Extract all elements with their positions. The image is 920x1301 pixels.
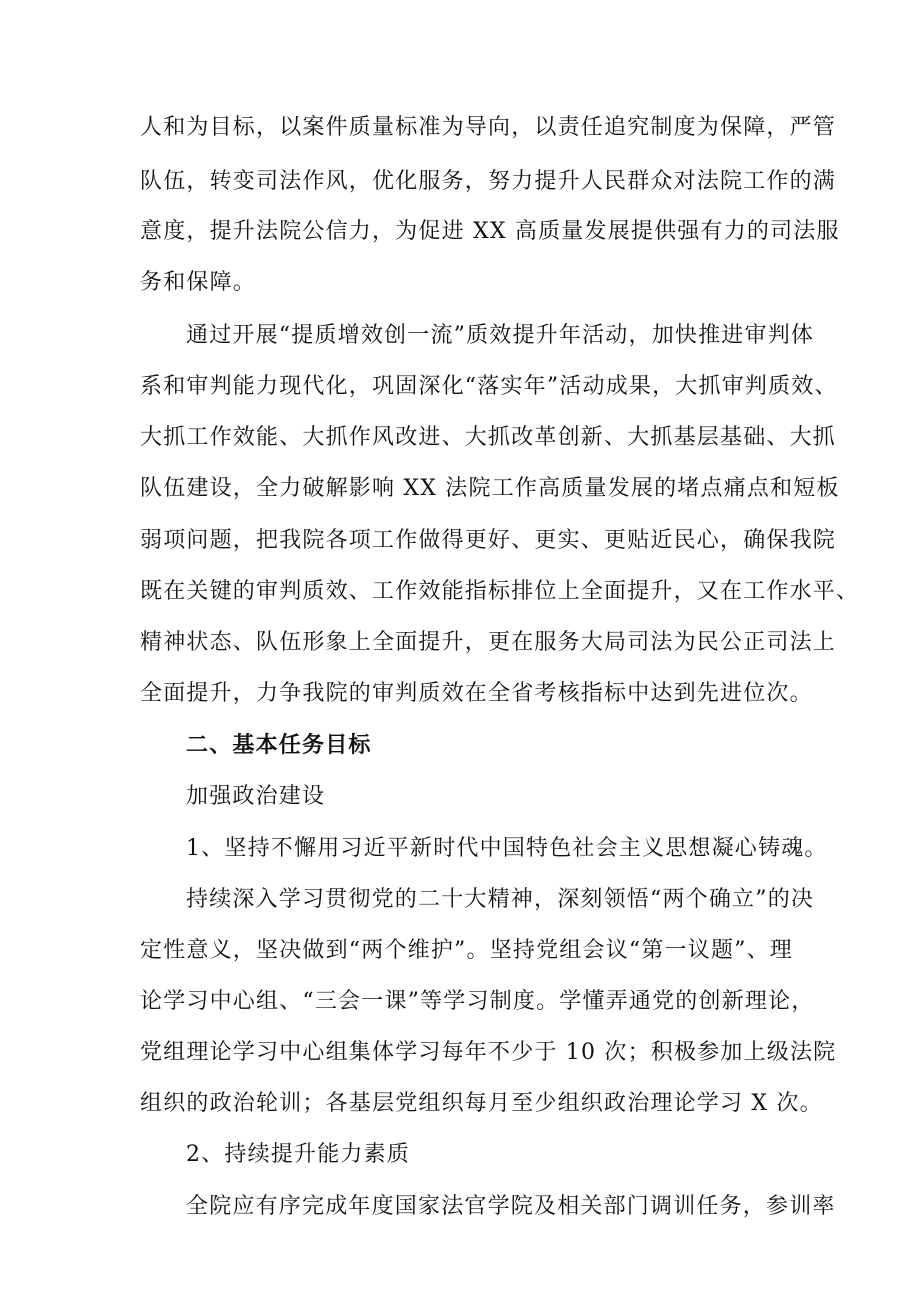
text-line: 组织的政治轮训；各基层党组织每月至少组织政治理论学习 X 次。 [140, 1091, 823, 1116]
text-line: 弱项问题，把我院各项工作做得更好、更实、更贴近民心，确保我院 [140, 528, 837, 553]
text-line: 队伍，转变司法作风，优化服务，努力提升人民群众对法院工作的满 [140, 169, 837, 194]
text-line: 既在关键的审判质效、工作效能指标排位上全面提升，又在工作水平、 [140, 579, 860, 604]
numbered-item: 1、坚持不懈用习近平新时代中国特色社会主义思想凝心铸魂。 [186, 836, 828, 861]
text-line: 系和审判能力现代化，巩固深化“落实年”活动成果，大抓审判质效、 [140, 374, 838, 399]
paragraph-start-line: 持续深入学习贯彻党的二十大精神，深刻领悟“两个确立”的决 [186, 887, 815, 912]
subheading: 加强政治建设 [186, 784, 326, 809]
text-line: 队伍建设，全力破解影响 XX 法院工作高质量发展的堵点痛点和短板 [140, 476, 840, 501]
text-line: 全面提升，力争我院的审判质效在全省考核指标中达到先进位次。 [140, 681, 813, 706]
paragraph-start-line: 通过开展“提质增效创一流”质效提升年活动，加快推进审判体 [186, 323, 815, 348]
text-line: 精神状态、队伍形象上全面提升，更在服务大局司法为民公正司法上 [140, 630, 837, 655]
section-heading: 二、基本任务目标 [186, 733, 372, 758]
text-line: 定性意义，坚决做到“两个维护”。坚持党组会议“第一议题”、理 [140, 938, 793, 963]
text-line: 论学习中心组、“三会一课”等学习制度。学懂弄通党的创新理论， [140, 989, 815, 1014]
numbered-item: 2、持续提升能力素质 [186, 1142, 410, 1167]
text-line: 大抓工作效能、大抓作风改进、大抓改革创新、大抓基层基础、大抓 [140, 425, 837, 450]
text-line: 人和为目标，以案件质量标准为导向，以责任追究制度为保障，严管 [140, 115, 837, 140]
text-line: 意度，提升法院公信力，为促进 XX 高质量发展提供强有力的司法服 [140, 219, 840, 244]
paragraph-start-line: 全院应有序完成年度国家法官学院及相关部门调训任务，参训率 [186, 1194, 836, 1219]
text-line: 务和保障。 [140, 270, 257, 295]
text-line: 党组理论学习中心组集体学习每年不少于 10 次；积极参加上级法院 [140, 1040, 837, 1065]
